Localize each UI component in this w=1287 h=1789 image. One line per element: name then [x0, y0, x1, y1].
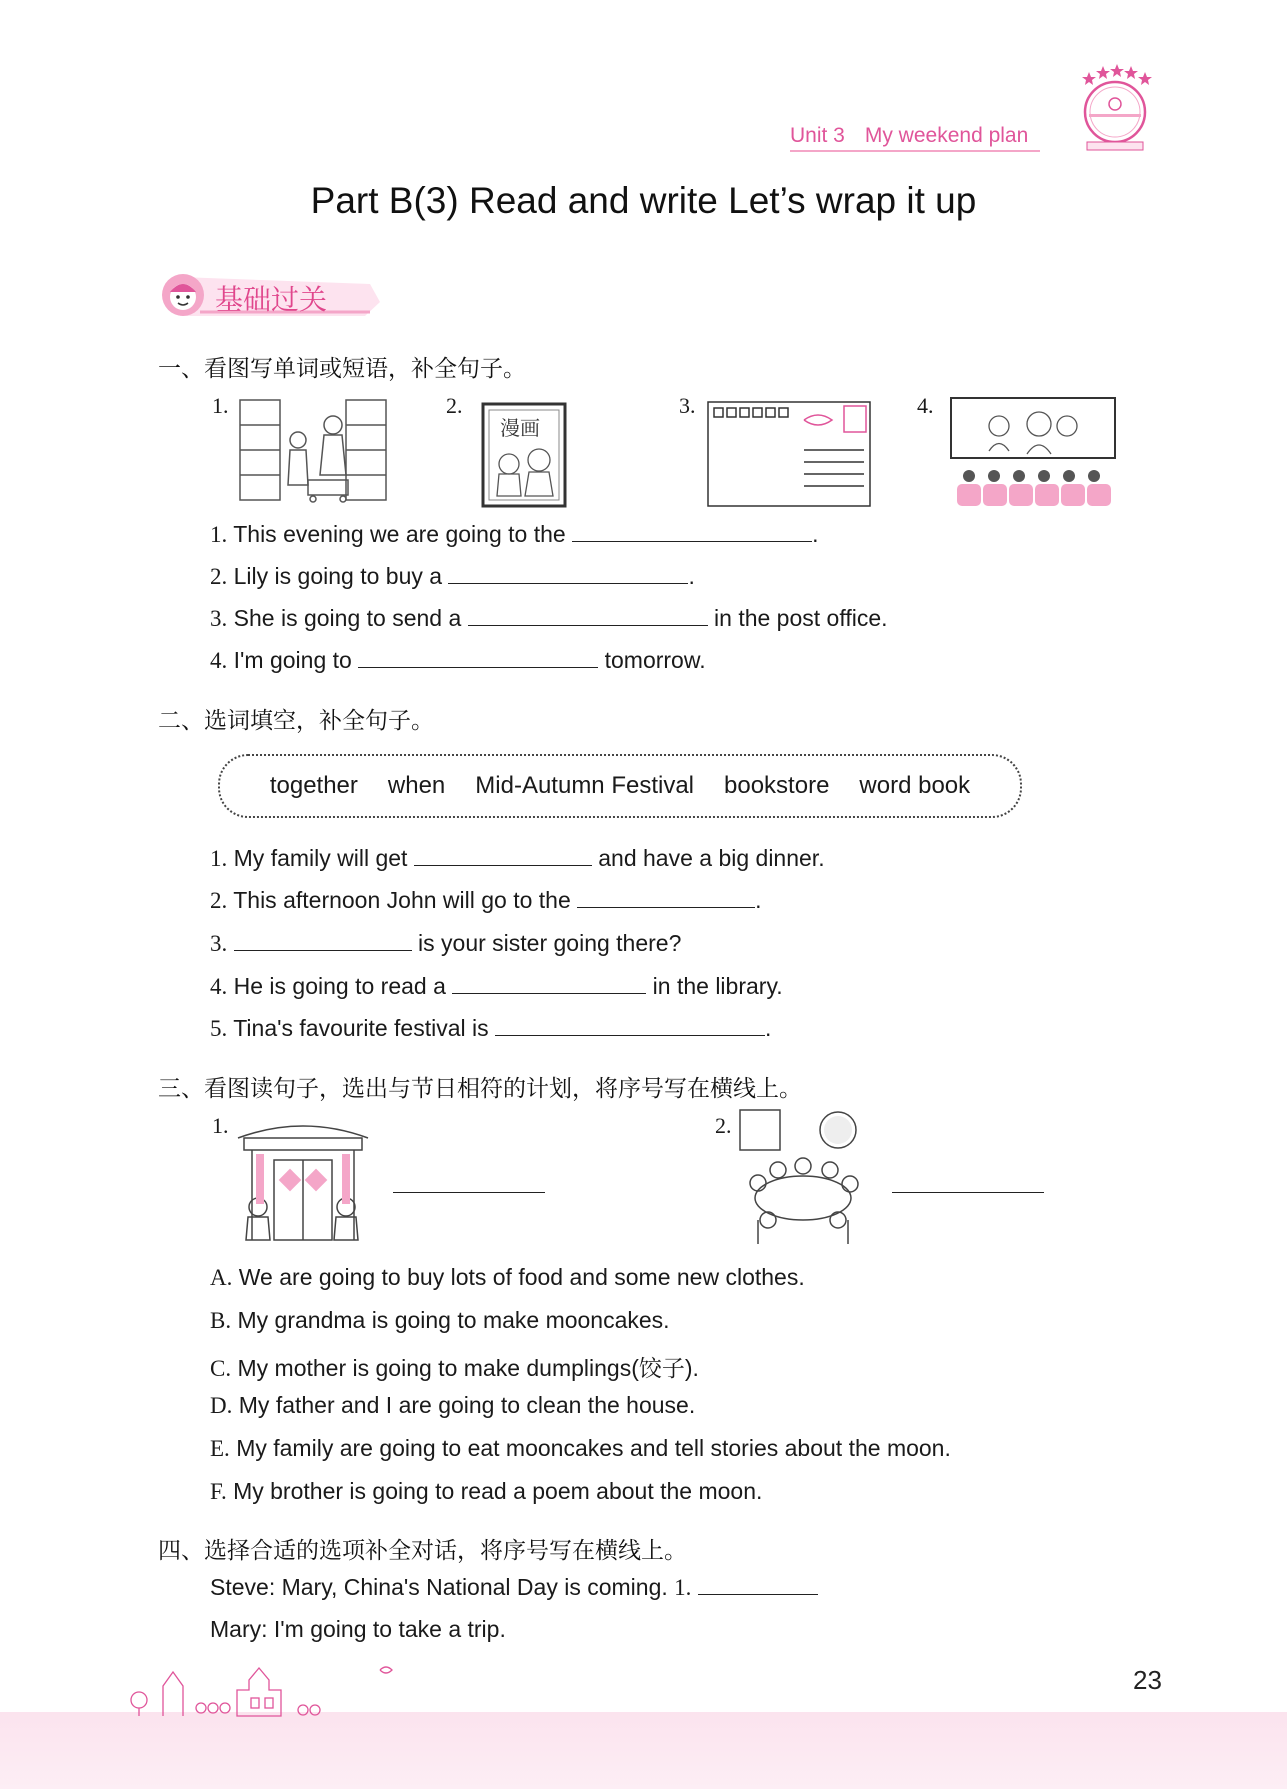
- answer-blank[interactable]: [452, 993, 646, 994]
- word-bank: [218, 754, 1022, 818]
- footer-decoration-icon: [125, 1650, 405, 1718]
- comic-caption: 漫画: [500, 416, 540, 440]
- pic-number: 4.: [917, 393, 934, 418]
- s3-option: A. We are going to buy lots of food and some new clothes.: [210, 1264, 805, 1290]
- s3-option: D. My father and I are going to clean the house.: [210, 1392, 696, 1418]
- answer-blank[interactable]: [393, 1170, 545, 1193]
- answer-blank[interactable]: [495, 1035, 765, 1036]
- pic-number: 3.: [679, 393, 696, 418]
- dialogue-line: Mary: I'm going to take a trip.: [210, 1616, 506, 1642]
- pic-number: 2.: [446, 393, 463, 418]
- s1-question: 2. Lily is going to buy a .: [210, 563, 695, 589]
- section4-heading: 四、选择合适的选项补全对话，将序号写在横线上。: [158, 1538, 687, 1564]
- answer-blank[interactable]: [577, 907, 755, 908]
- s1-question: 4. I'm going to tomorrow.: [210, 647, 706, 673]
- s2-question: 5. Tina's favourite festival is .: [210, 1015, 772, 1041]
- s2-question: 3. is your sister going there?: [210, 930, 682, 956]
- section1-heading: 一、看图写单词或短语，补全句子。: [158, 356, 526, 382]
- answer-blank[interactable]: [448, 583, 688, 584]
- word-option: together: [269, 772, 358, 799]
- word-option: when: [387, 772, 446, 799]
- answer-blank[interactable]: [234, 950, 412, 951]
- emblem-logo: [1075, 62, 1155, 152]
- s1-question: 1. This evening we are going to the .: [210, 521, 819, 547]
- pic-number: 1.: [212, 393, 229, 418]
- word-option: word book: [859, 772, 971, 799]
- supermarket-image: [238, 395, 388, 505]
- word-option: Mid-Autumn Festival: [475, 772, 695, 799]
- badge-label: 基础过关: [215, 283, 328, 316]
- dialogue-line: Steve: Mary, China's National Day is coming. 1.: [210, 1574, 818, 1601]
- s2-question: 1. My family will get and have a big dinner.: [210, 845, 825, 871]
- s3-option: B. My grandma is going to make mooncakes.: [210, 1307, 670, 1333]
- footer-band: [0, 1712, 1287, 1789]
- page-number: 23: [1133, 1665, 1162, 1695]
- section3-heading: 三、看图读句子，选出与节日相符的计划，将序号写在横线上。: [158, 1076, 802, 1102]
- unit-topic: My weekend plan: [864, 124, 1029, 147]
- unit-header: [790, 124, 1028, 148]
- s3-option: E. My family are going to eat mooncakes and tell stories about the moon.: [210, 1435, 951, 1461]
- pic-number: 2.: [715, 1113, 732, 1138]
- s3-option: F. My brother is going to read a poem about the moon.: [210, 1478, 763, 1504]
- answer-blank[interactable]: [892, 1170, 1044, 1193]
- girl-avatar-icon: [160, 272, 206, 318]
- postcard-image: [706, 400, 872, 508]
- answer-blank[interactable]: [358, 667, 598, 668]
- s2-question: 4. He is going to read a in the library.: [210, 973, 783, 999]
- mid-autumn-dinner-image: [738, 1108, 868, 1248]
- s2-question: 2. This afternoon John will go to the .: [210, 887, 762, 913]
- pic-number: 1.: [212, 1113, 229, 1138]
- s3-option: C. My mother is going to make dumplings(饺子).: [210, 1355, 699, 1381]
- answer-blank[interactable]: [468, 625, 708, 626]
- unit-label: Unit 3: [790, 124, 845, 147]
- word-option: bookstore: [724, 772, 830, 799]
- header-underline: [790, 150, 1040, 152]
- section2-heading: 二、选词填空，补全句子。: [158, 708, 434, 734]
- answer-blank[interactable]: [414, 865, 592, 866]
- answer-blank[interactable]: [698, 1594, 818, 1595]
- page-title: Part B(3) Read and write Let’s wrap it up: [310, 180, 977, 221]
- answer-blank[interactable]: [572, 541, 812, 542]
- cinema-image: [949, 396, 1117, 508]
- spring-festival-house-image: [236, 1112, 370, 1246]
- s1-question: 3. She is going to send a in the post office.: [210, 605, 888, 631]
